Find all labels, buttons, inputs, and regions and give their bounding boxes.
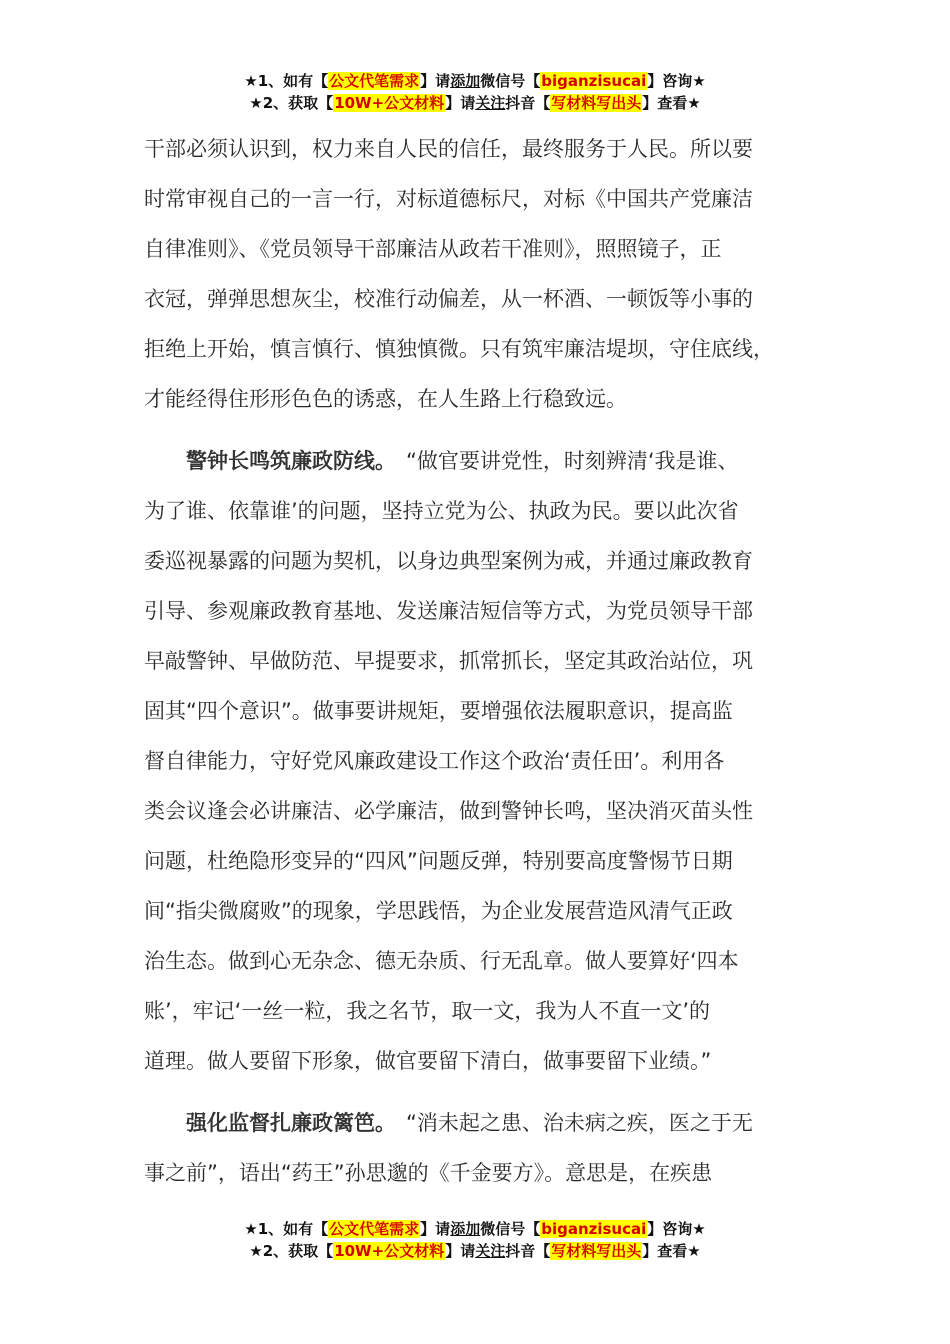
banner-line-1: ★1、如有【公文代笔需求】请添加微信号【biganzisucai】咨询★	[244, 1220, 706, 1238]
paragraph-2	[144, 436, 834, 1086]
highlight-materials: 10W+公文材料	[334, 1242, 445, 1260]
text-line: 问题，杜绝隐形变异的“四风”问题反弹，特别要高度警惕节日期	[144, 849, 733, 873]
banner-line-2: ★2、获取【10W+公文材料】请关注抖音【写材料写出头】查看★	[249, 1242, 701, 1260]
document-body	[144, 124, 834, 1198]
text-line: 账’，牢记‘一丝一粒，我之名节，取一文，我为人不直一文’的	[144, 999, 711, 1023]
text-line: 间“指尖微腐败”的现象，学思践悟，为企业发展营造风清气正政	[144, 899, 733, 923]
text-line: 事之前”，语出“药王”孙思邈的《千金要方》。意思是，在疾患	[144, 1161, 713, 1185]
highlight-materials: 10W+公文材料	[334, 94, 445, 112]
text-line: 道理。做人要留下形象，做官要留下清白，做事要留下业绩。”	[144, 1049, 712, 1073]
banner-line-1: ★1、如有【公文代笔需求】请添加微信号【biganzisucai】咨询★	[244, 72, 706, 90]
douyin-account: 写材料写出头	[551, 1242, 642, 1260]
text-line: 类会议逢会必讲廉洁、必学廉洁，做到警钟长鸣，坚决消灭苗头性	[144, 799, 753, 823]
text-line: 才能经得住形形色色的诱惑，在人生路上行稳致远。	[144, 387, 627, 411]
paragraph-1	[144, 124, 834, 424]
text-line: 自律准则》、《党员领导干部廉洁从政若干准则》，照照镜子，正	[144, 237, 722, 261]
text-line: 强化监督扎廉政篱笆。 “消未起之患、治未病之疾，医之于无	[186, 1111, 753, 1135]
text-line: 警钟长鸣筑廉政防线。 “做官要讲党性，时刻辨清‘我是谁、	[186, 449, 739, 473]
wechat-id: biganzisucai	[541, 72, 647, 90]
paragraph-3	[144, 1098, 834, 1198]
text-line: 时常审视自己的一言一行，对标道德标尺，对标《中国共产党廉洁	[144, 187, 753, 211]
text-line: 为了谁、依靠谁’的问题，坚持立党为公、执政为民。要以此次省	[144, 499, 739, 523]
highlight-service: 公文代笔需求	[329, 1220, 420, 1238]
text-line: 治生态。做到心无杂念、德无杂质、行无乱章。做人要算好‘四本	[144, 949, 739, 973]
text-line: 固其“四个意识”。做事要讲规矩，要增强依法履职意识，提高监	[144, 699, 733, 723]
text-line: 拒绝上开始，慎言慎行、慎独慎微。只有筑牢廉洁堤坝，守住底线，	[144, 337, 774, 361]
highlight-service: 公文代笔需求	[329, 72, 420, 90]
banner-line-2: ★2、获取【10W+公文材料】请关注抖音【写材料写出头】查看★	[249, 94, 701, 112]
paragraph-heading: 警钟长鸣筑廉政防线。	[186, 449, 396, 473]
text-line: 衣冠，弹弹思想灰尘，校准行动偏差，从一杯酒、一顿饭等小事的	[144, 287, 753, 311]
text-line: 督自律能力，守好党风廉政建设工作这个政治‘责任田’。利用各	[144, 749, 725, 773]
text-line: 干部必须认识到，权力来自人民的信任，最终服务于人民。所以要	[144, 137, 753, 161]
paragraph-heading: 强化监督扎廉政篱笆。	[186, 1111, 396, 1135]
wechat-id: biganzisucai	[541, 1220, 647, 1238]
douyin-account: 写材料写出头	[551, 94, 642, 112]
text-line: 委巡视暴露的问题为契机，以身边典型案例为戒，并通过廉政教育	[144, 549, 753, 573]
text-line: 引导、参观廉政教育基地、发送廉洁短信等方式，为党员领导干部	[144, 599, 753, 623]
text-line: 早敲警钟、早做防范、早提要求，抓常抓长，坚定其政治站位，巩	[144, 649, 753, 673]
footer-banner	[0, 1218, 950, 1262]
header-banner	[0, 70, 950, 114]
